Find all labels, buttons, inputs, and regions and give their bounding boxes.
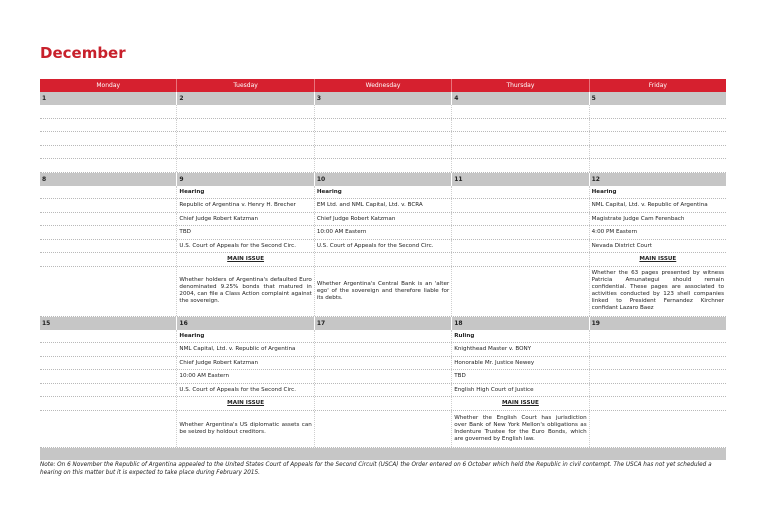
case-name: NML Capital, Ltd. v. Republic of Argentina [177,343,314,356]
date-cell: 19 [591,319,600,327]
main-issue-row [40,397,726,411]
day-header-monday: Monday [40,79,177,92]
event-type: Ruling [452,330,589,343]
date-cell: 18 [452,317,589,330]
issue-text: Whether the English Court has jurisdiction over Bank of New York Mellon's obligations as Indenture Trustee for the Euro Bonds, which are governed by English law. [452,411,589,447]
court-name: Nevada District Court [591,242,652,249]
issue-text: Whether Argentina's Central Bank is an 'alter ego' of the sovereign and therefore liable for its debts. [315,267,452,316]
court-row [40,240,726,254]
date-cell: 8 [40,173,177,186]
judge-name: Chief Judge Robert Katzman [315,213,452,226]
judge-name: Honorable Mr. Justice Newey [452,357,589,370]
issue-row [40,411,726,448]
case-name: EM Ltd. and NML Capital, Ltd. v. BCRA [315,199,452,212]
week3-date-row [40,317,726,330]
date-cell: 9 [177,173,314,186]
date-cell: 5 [591,95,596,102]
date-cell: 15 [40,317,177,330]
event-time: TBD [177,226,314,239]
event-type-row [40,330,726,344]
case-name: Republic of Argentina v. Henry H. Brecher [177,199,314,212]
day-header-wednesday: Wednesday [315,79,452,92]
court-name: U.S. Court of Appeals for the Second Circ. [177,384,314,397]
date-cell: 11 [452,173,589,186]
time-row [40,226,726,240]
case-row [40,343,726,357]
court-row [40,384,726,398]
date-cell: 12 [591,175,600,183]
main-issue-heading: MAIN ISSUE [177,397,314,410]
page-title: December [40,44,126,62]
case-row [40,199,726,213]
main-issue-heading: MAIN ISSUE [452,397,589,410]
court-name: U.S. Court of Appeals for the Second Circ. [315,240,452,253]
day-header-tuesday: Tuesday [177,79,314,92]
event-type: Hearing [591,188,617,195]
date-cell: 16 [177,317,314,330]
judge-name: Magistrate Judge Cam Ferenbach [591,215,685,222]
date-cell: 3 [315,92,452,105]
event-time: 10:00 AM Eastern [315,226,452,239]
date-cell: 10 [315,173,452,186]
judge-name: Chief Judge Robert Katzman [177,357,314,370]
judge-name: Chief Judge Robert Katzman [177,213,314,226]
week1-date-row [40,92,726,105]
empty-row [40,146,726,160]
main-issue-heading: MAIN ISSUE [639,256,677,262]
court-name: English High Court of Justice [452,384,589,397]
judge-row [40,357,726,371]
event-type: Hearing [177,330,314,343]
calendar-table [40,79,726,460]
date-cell: 2 [177,92,314,105]
issue-text: Whether holders of Argentina's defaulted Euro denominated 9.25% bonds that matured in 2004, can file a Class Action complaint against the sovereign. [177,267,314,316]
issue-text: Whether Argentina's US diplomatic assets can be seized by holdout creditors. [177,411,314,447]
event-type-row [40,186,726,200]
event-time: 10:00 AM Eastern [177,370,314,383]
week2-date-row [40,173,726,186]
main-issue-heading: MAIN ISSUE [177,253,314,266]
issue-text: Whether the 63 pages presented by witness Patricia Amunategui should remain confidential. These pages are associated to activities conducted by 123 shell companies linked to President Fernandez Kirchner confidant Lazaro Baez [591,270,725,311]
empty-row [40,132,726,146]
empty-row [40,105,726,119]
court-name: U.S. Court of Appeals for the Second Circ. [177,240,314,253]
case-name: Knighthead Master v. BONY [452,343,589,356]
weekday-header [40,79,726,92]
date-cell: 17 [315,317,452,330]
issue-row [40,267,726,317]
judge-row [40,213,726,227]
day-header-thursday: Thursday [452,79,589,92]
day-header-friday: Friday [648,82,667,89]
main-issue-row [40,253,726,267]
event-time: TBD [452,370,589,383]
event-type: Hearing [177,186,314,199]
calendar-footer-bar [40,448,726,460]
event-type: Hearing [315,186,452,199]
empty-row [40,159,726,173]
date-cell: 4 [452,92,589,105]
event-time: 4:00 PM Eastern [591,229,638,235]
case-name: NML Capital, Ltd. v. Republic of Argentina [591,202,708,208]
empty-row [40,119,726,133]
time-row [40,370,726,384]
date-cell: 1 [40,92,177,105]
footnote: Note: On 6 November the Republic of Argentina appealed to the United States Court of Appeals for the Second Circuit (USCA) the Order entered on 6 October which held the Republic in civil contempt. The USCA has not yet scheduled a hearing on this matter but it is expected to take place during February 2015. [40,462,712,476]
